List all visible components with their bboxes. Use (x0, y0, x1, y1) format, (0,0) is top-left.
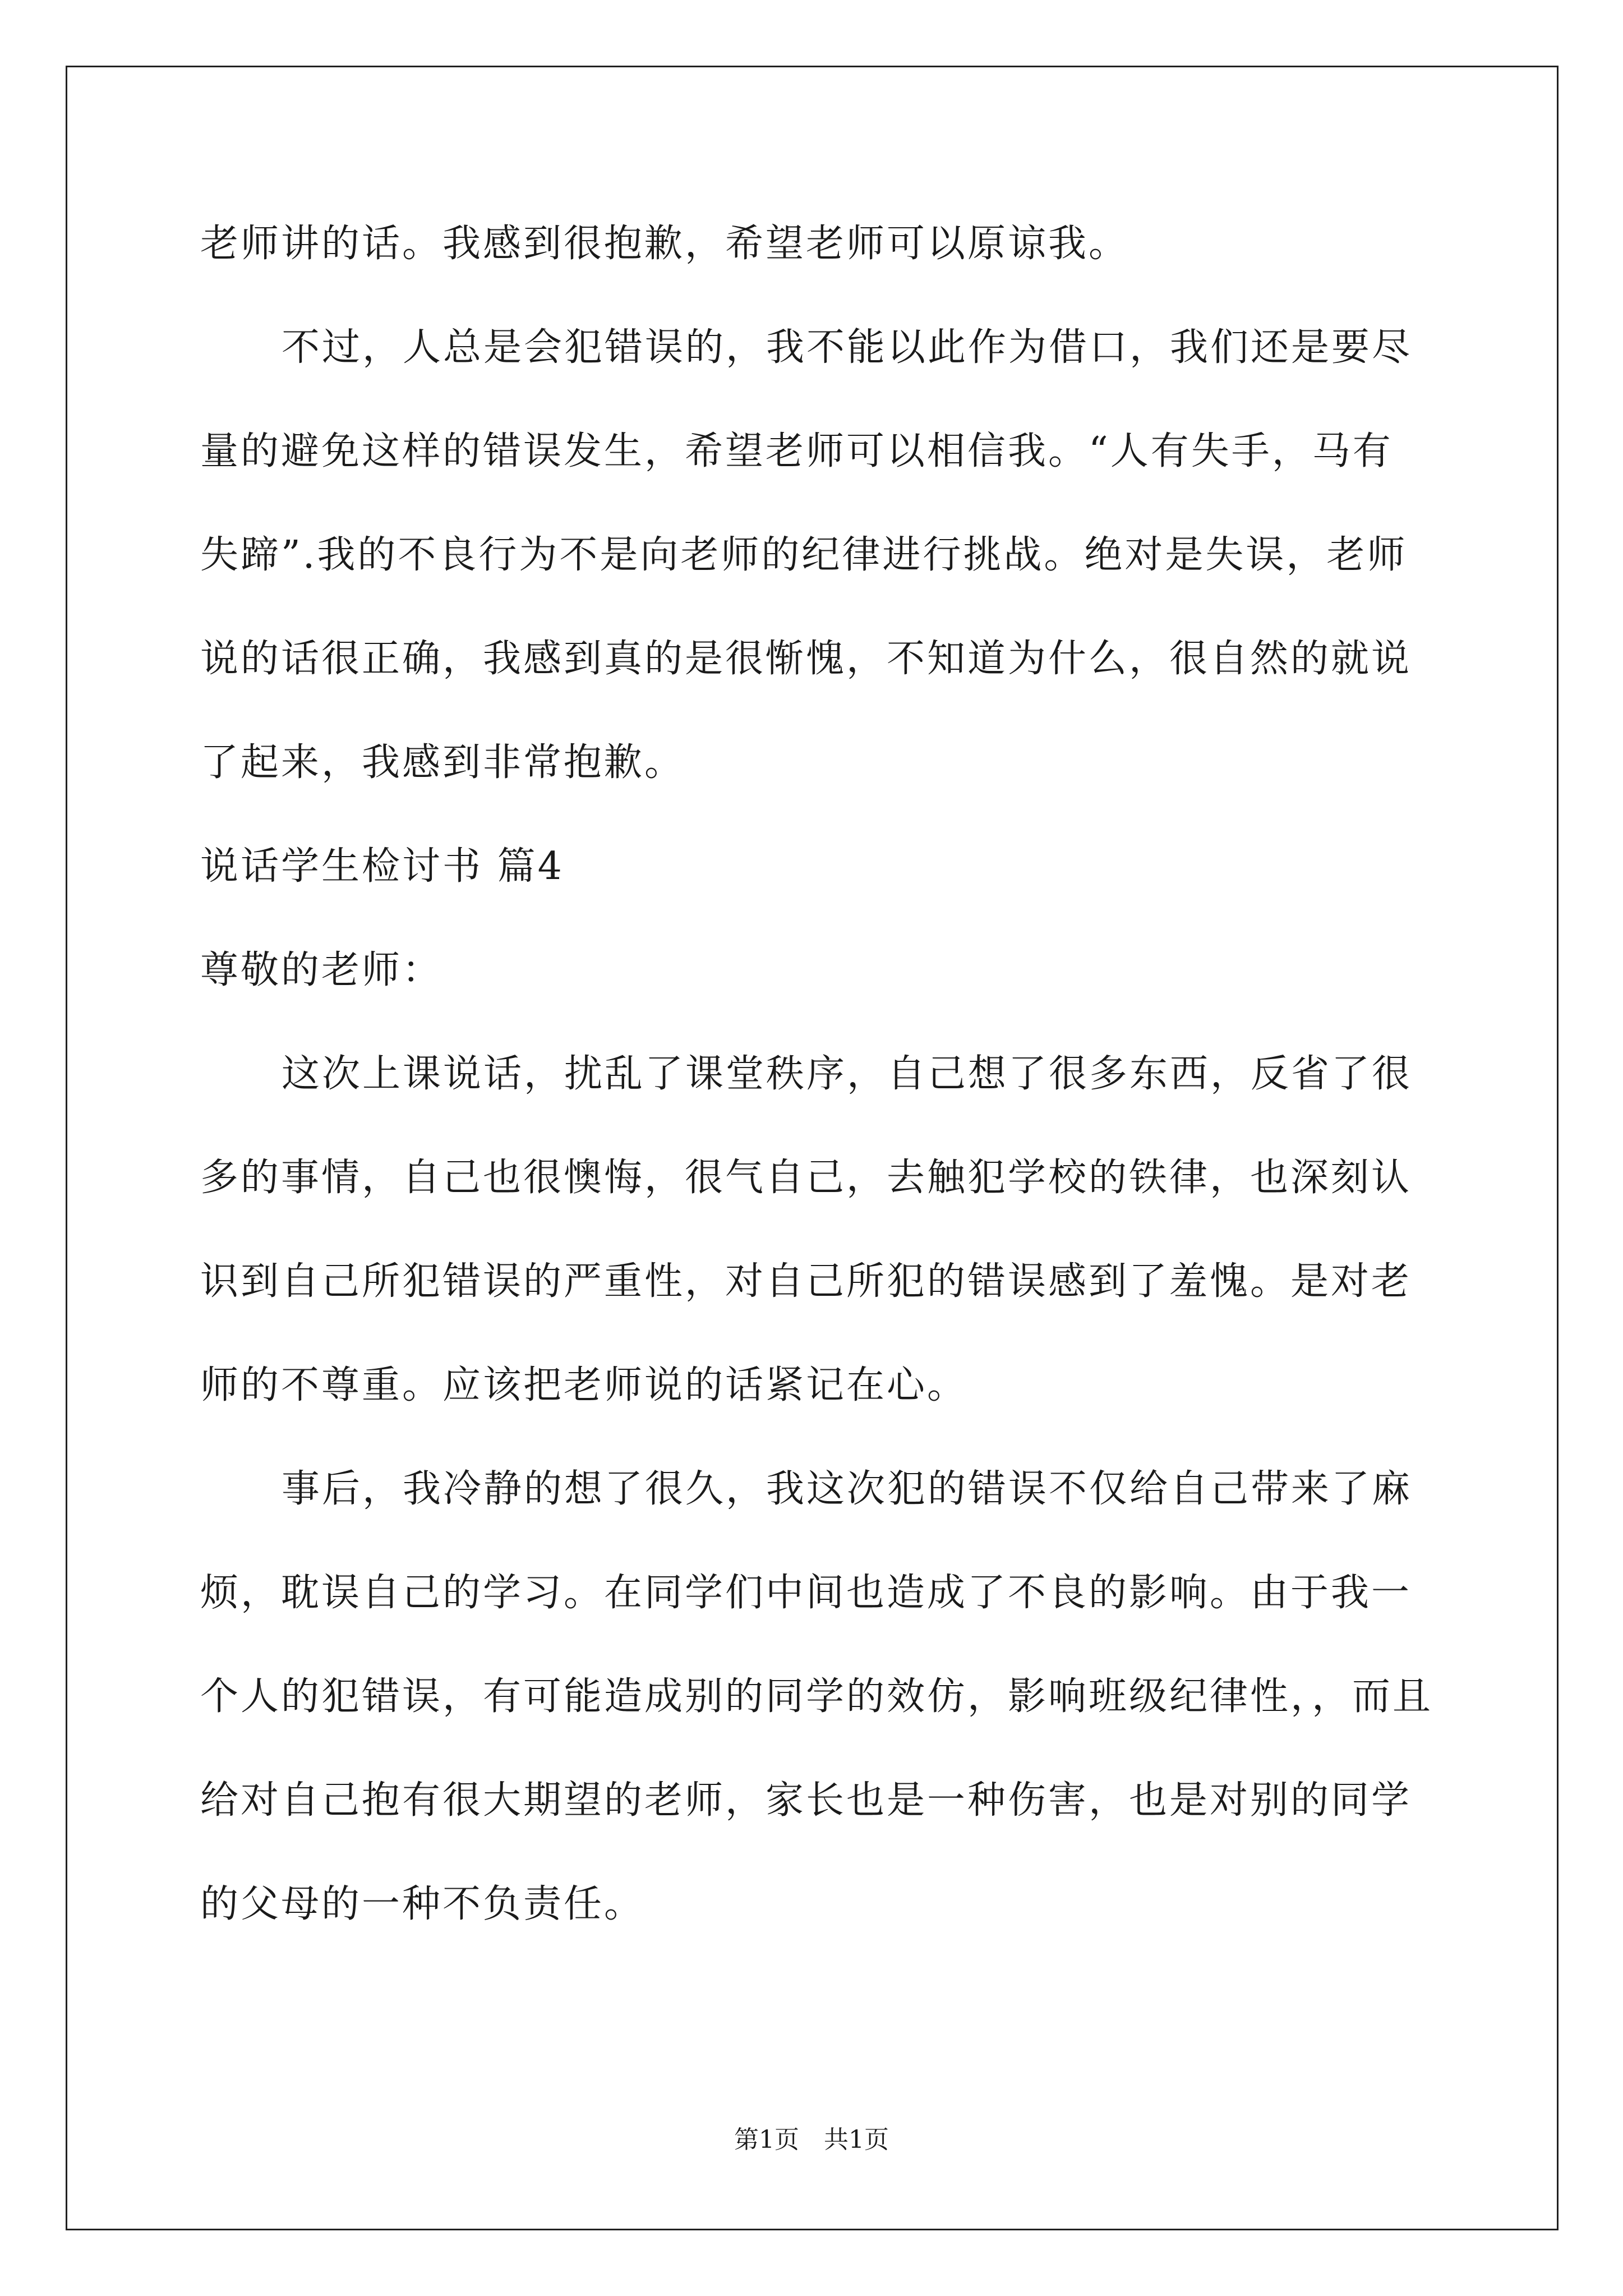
salutation: 尊敬的老师： (200, 948, 443, 992)
text-line: 了起来，我感到非常抱歉。 (200, 740, 685, 785)
text-line: 师的不尊重。应该把老师说的话紧记在心。 (200, 1363, 968, 1407)
text-line: 烦，耽误自己的学习。在同学们中间也造成了不良的影响。由于我一 (200, 1571, 1412, 1615)
text-line: 给对自己抱有很大期望的老师，家长也是一种伤害，也是对别的同学 (200, 1778, 1412, 1823)
section-heading: 说话学生检讨书 篇4 (200, 844, 564, 889)
text-line: 多的事情，自己也很懊悔，很气自己，去触犯学校的铁律，也深刻认 (200, 1156, 1412, 1200)
text-line: 这次上课说话，扰乱了课堂秩序，自己想了很多东西，反省了很 (282, 1052, 1413, 1096)
text-line: 失蹄”.我的不良行为不是向老师的纪律进行挑战。绝对是失误，老师 (200, 533, 1408, 577)
page-number-footer: 第1页 共1页 (734, 2125, 889, 2154)
text-line: 不过，人总是会犯错误的，我不能以此作为借口，我们还是要尽 (282, 325, 1413, 370)
text-line: 老师讲的话。我感到很抱歉，希望老师可以原谅我。 (200, 222, 1129, 266)
text-line: 说的话很正确，我感到真的是很惭愧，不知道为什么，很自然的就说 (200, 637, 1412, 681)
text-line: 的父母的一种不负责任。 (200, 1882, 645, 1926)
text-line: 识到自己所犯错误的严重性，对自己所犯的错误感到了羞愧。是对老 (200, 1259, 1412, 1304)
text-line: 事后，我冷静的想了很久，我这次犯的错误不仅给自己带来了麻 (282, 1467, 1413, 1511)
text-line: 量的避免这样的错误发生，希望老师可以相信我。“人有失手，马有 (200, 429, 1393, 473)
text-line: 个人的犯错误，有可能造成别的同学的效仿，影响班级纪律性，，而且 (200, 1674, 1433, 1719)
